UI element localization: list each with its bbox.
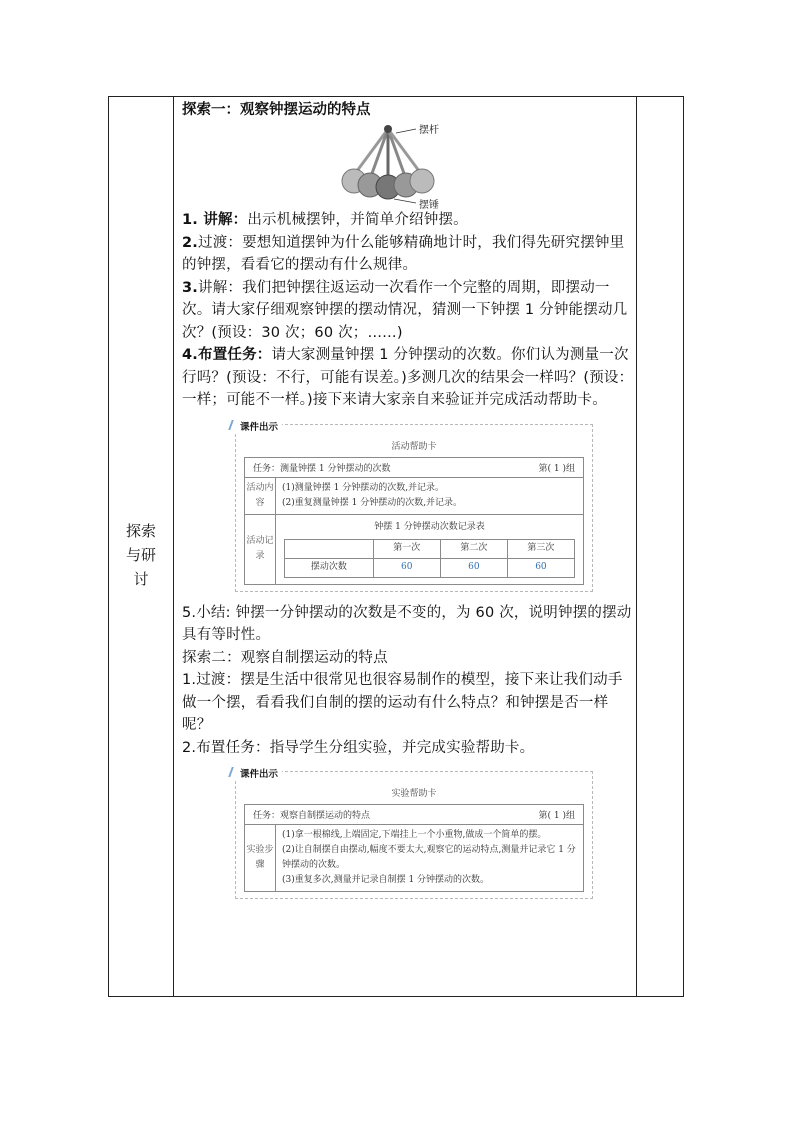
column-divider-left: [173, 97, 174, 996]
explore1-item-1: 1. 讲解：出示机械摆钟，并简单介绍钟摆。: [182, 212, 468, 228]
explore1-item-2: 2.过渡：要想知道摆钟为什么能够精确地计时，我们得先研究摆钟里的钟摆，看看它的摆动有什么规律。: [182, 234, 625, 273]
record-header-row: 第一次 第二次 第三次: [285, 539, 575, 558]
figure-label-bob: 摆锤: [419, 200, 439, 211]
card-title: 活动帮助卡: [391, 441, 437, 452]
explore2-item-1: 1.过渡：摆是生活中很常见也很容易制作的模型，接下来让我们动手做一个摆，看看我们自制的摆的运动有什么特点？和钟摆是否一样呢？: [182, 672, 623, 733]
row-label: 探索与研讨: [125, 522, 156, 588]
explore1-item-4: 4.布置任务：请大家测量钟摆 1 分钟摆动的次数。你们认为测量一次行吗？(预设：不行，可能有误差。)多测几次的结果会一样吗？(预设：一样；可能不一样。)接下来请大家亲自来验证并完成活动帮助卡。: [182, 347, 634, 408]
record-value-row: 摆动次数 60 60 60: [285, 558, 575, 577]
card-tag: 课件出示: [230, 766, 282, 780]
explore1-item-3: 3.讲解：我们把钟摆往返运动一次看作一个完整的周期，即摆动一次。请大家仔细观察钟摆的摆动情况，猜测一下钟摆 1 分钟能摆动几次？(预设：30 次；60 次；……): [182, 279, 628, 341]
card-record-row: 活动记录 钟摆 1 分钟摆动次数记录表 第一次 第二次 第三次 摆动次数 60 60 60: [245, 515, 583, 584]
record-table: [284, 539, 575, 578]
card-steps-row: 实验步骤 (1)拿一根棉线,上端固定,下端挂上一个小重物,做成一个简单的摆。 (2)让自制摆自由摆动,幅度不要太大,观察它的运动特点,测量并记录它 1 分钟摆动的次数。 (3)重复多次,测量并记录自制摆 1 分钟摆动的次数。: [245, 825, 583, 891]
experiment-help-card: [235, 771, 593, 899]
column-divider-right: [636, 97, 637, 996]
card-task-row: 任务：测量钟摆 1 分钟摆动的次数 第( 1 )组: [245, 458, 583, 478]
card-task-row: 任务：观察自制摆运动的特点 第( 1 )组: [245, 805, 583, 825]
card-tag: 课件出示: [230, 419, 282, 433]
figure-label-rod: 摆杆: [419, 125, 439, 136]
card-content-row: 活动内容 (1)测量钟摆 1 分钟摆动的次数,并记录。 (2)重复测量钟摆 1 分钟摆动的次数,并记录。: [245, 478, 583, 515]
explore1-summary: 5.小结: 钟摆一分钟摆动的次数是不变的，为 60 次，说明钟摆的摆动具有等时性。: [182, 604, 632, 643]
activity-help-card: [235, 421, 593, 592]
pendulum-figure: [336, 123, 446, 209]
card-title: 实验帮助卡: [391, 789, 437, 799]
card-grid: [244, 457, 584, 585]
explore2-item-2: 2.布置任务：指导学生分组实验，并完成实验帮助卡。: [182, 739, 535, 756]
card-grid: [244, 804, 584, 892]
explore1-heading: 探索一：观察钟摆运动的特点: [182, 102, 371, 118]
lesson-table: [108, 96, 684, 997]
content-cell: [182, 99, 634, 899]
explore2-heading: 探索二：观察自制摆运动的特点: [182, 649, 388, 666]
